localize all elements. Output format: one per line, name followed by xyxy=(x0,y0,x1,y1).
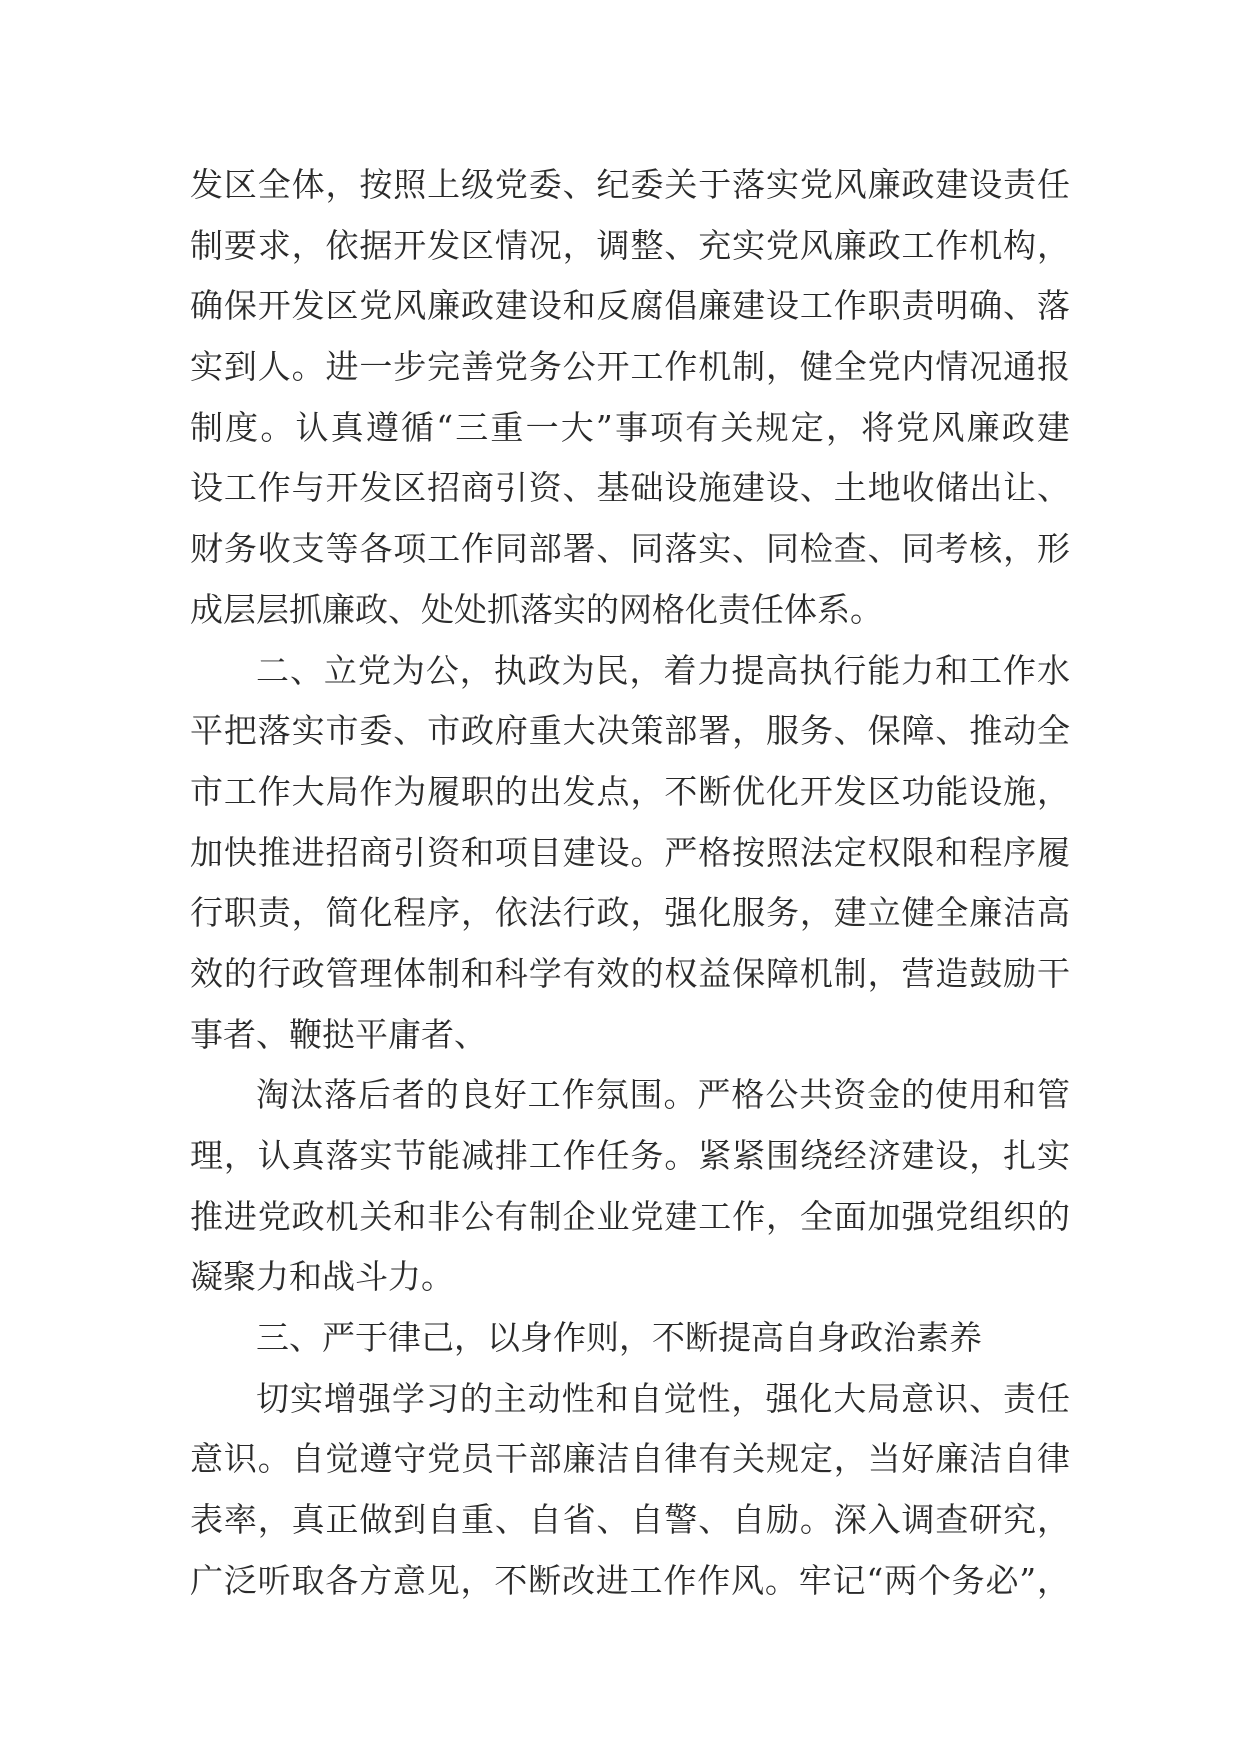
text-line: 凝聚力和战斗力。 xyxy=(190,1257,454,1297)
text-line: 发区全体，按照上级党委、纪委关于落实党风廉政建设责任 xyxy=(190,165,1070,204)
text-line: 财务收支等各项工作同部署、同落实、同检查、同考核，形 xyxy=(190,529,1070,569)
text-line: 表率，真正做到自重、自省、自警、自励。深入调查研究， xyxy=(190,1500,1070,1540)
document-body xyxy=(190,155,1070,1612)
text-line: 平把落实市委、市政府重大决策部署，服务、保障、推动全 xyxy=(190,711,1070,751)
text-line: 市工作大局作为履职的出发点，不断优化开发区功能设施， xyxy=(190,771,1070,811)
text-line: 加快推进招商引资和项目建设。严格按照法定权限和程序履 xyxy=(190,832,1070,872)
text-line: 效的行政管理体制和科学有效的权益保障机制，营造鼓励干 xyxy=(190,953,1070,993)
text-line: 行职责，简化程序，依法行政，强化服务，建立健全廉洁高 xyxy=(190,893,1070,933)
text-line: 淘汰落后者的良好工作氛围。严格公共资金的使用和管 xyxy=(256,1075,1070,1115)
text-line: 推进党政机关和非公有制企业党建工作，全面加强党组织的 xyxy=(190,1196,1070,1236)
text-line: 切实增强学习的主动性和自觉性，强化大局意识、责任 xyxy=(256,1378,1070,1418)
text-line: 确保开发区党风廉政建设和反腐倡廉建设工作职责明确、落 xyxy=(190,286,1070,326)
text-line: 理，认真落实节能减排工作任务。紧紧围绕经济建设，扎实 xyxy=(190,1136,1070,1175)
text-line: 三、严于律己，以身作则，不断提高自身政治素养 xyxy=(256,1318,982,1358)
text-line: 事者、鞭挞平庸者、 xyxy=(190,1014,487,1054)
text-line: 二、立党为公，执政为民，着力提高执行能力和工作水 xyxy=(256,650,1070,690)
text-line: 广泛听取各方意见，不断改进工作作风。牢记“两个务必”， xyxy=(190,1560,1070,1600)
text-line: 意识。自觉遵守党员干部廉洁自律有关规定，当好廉洁自律 xyxy=(190,1439,1070,1479)
text-line: 制度。认真遵循“三重一大”事项有关规定，将党风廉政建 xyxy=(190,407,1070,447)
text-line: 实到人。进一步完善党务公开工作机制，健全党内情况通报 xyxy=(190,347,1070,387)
text-line: 成层层抓廉政、处处抓落实的网格化责任体系。 xyxy=(190,589,883,629)
text-line: 制要求，依据开发区情况，调整、充实党风廉政工作机构， xyxy=(190,225,1070,265)
text-line: 设工作与开发区招商引资、基础设施建设、土地收储出让、 xyxy=(190,468,1070,508)
